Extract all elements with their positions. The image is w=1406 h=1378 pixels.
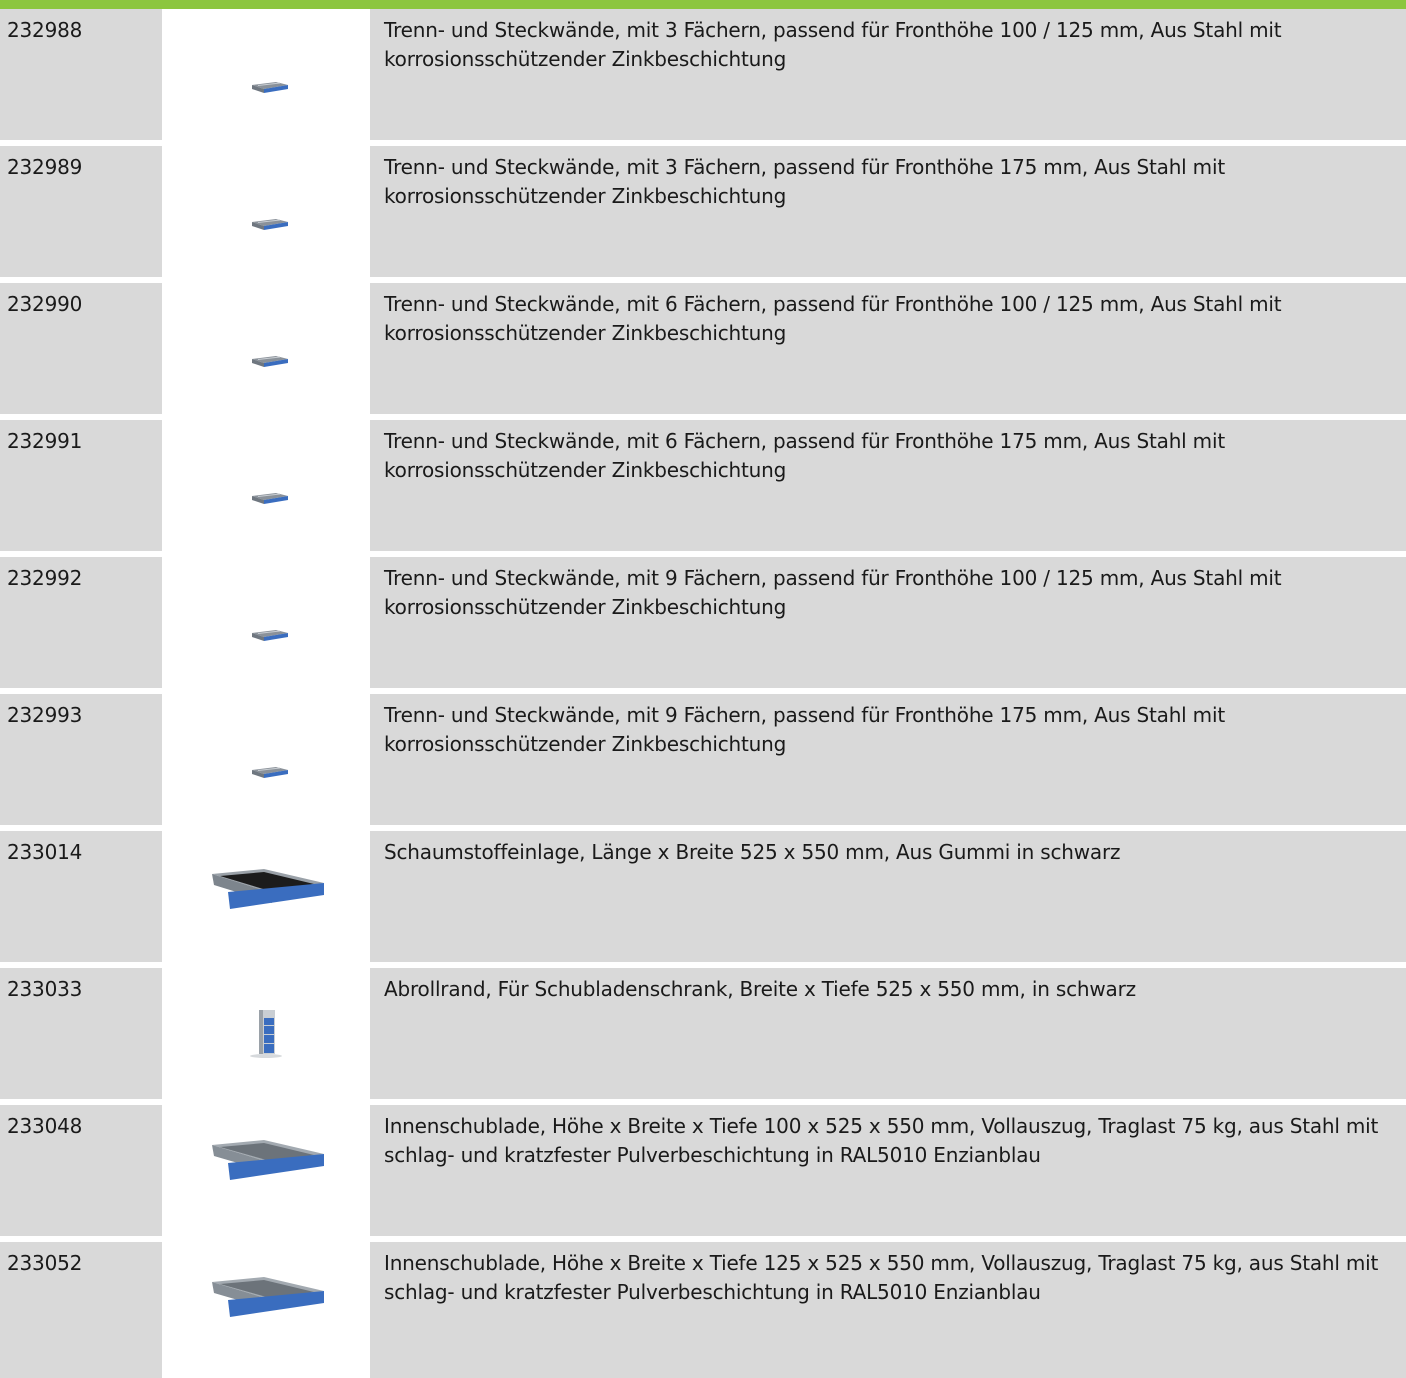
article-number: 232988 [0, 9, 162, 140]
product-description: Trenn- und Steckwände, mit 3 Fächern, passend für Fronthöhe 100 / 125 mm, Aus Stahl mit korrosionsschützender Zinkbeschichtung [370, 9, 1406, 140]
table-row [0, 420, 1406, 551]
product-description: Trenn- und Steckwände, mit 9 Fächern, passend für Fronthöhe 175 mm, Aus Stahl mit korrosionsschützender Zinkbeschichtung [370, 694, 1406, 825]
article-number: 232989 [0, 146, 162, 277]
top-accent-bar [0, 0, 1406, 9]
table-row [0, 968, 1406, 1099]
product-description: Trenn- und Steckwände, mit 3 Fächern, passend für Fronthöhe 175 mm, Aus Stahl mit korrosionsschützender Zinkbeschichtung [370, 146, 1406, 277]
product-description: Abrollrand, Für Schubladenschrank, Breite x Tiefe 525 x 550 mm, in schwarz [370, 968, 1406, 1099]
foam-drawer-icon [168, 831, 369, 962]
drawer-cabinet-icon [168, 968, 369, 1099]
table-row [0, 283, 1406, 414]
table-row [0, 831, 1406, 962]
table-row [0, 694, 1406, 825]
product-table [0, 9, 1406, 1378]
article-number: 233048 [0, 1105, 162, 1236]
product-description: Trenn- und Steckwände, mit 6 Fächern, passend für Fronthöhe 175 mm, Aus Stahl mit korrosionsschützender Zinkbeschichtung [370, 420, 1406, 551]
table-row [0, 1242, 1406, 1378]
small-drawer-divider-icon [168, 146, 369, 277]
inner-drawer-icon [168, 1105, 369, 1236]
product-description: Schaumstoffeinlage, Länge x Breite 525 x 550 mm, Aus Gummi in schwarz [370, 831, 1406, 962]
product-description: Trenn- und Steckwände, mit 9 Fächern, passend für Fronthöhe 100 / 125 mm, Aus Stahl mit korrosionsschützender Zinkbeschichtung [370, 557, 1406, 688]
product-description: Innenschublade, Höhe x Breite x Tiefe 125 x 525 x 550 mm, Vollauszug, Traglast 75 kg, aus Stahl mit schlag- und kratzfester Pulverbeschichtung in RAL5010 Enzianblau [370, 1242, 1406, 1378]
article-number: 232992 [0, 557, 162, 688]
table-row [0, 557, 1406, 688]
inner-drawer-icon [168, 1242, 369, 1378]
small-drawer-divider-icon [168, 557, 369, 688]
product-description: Innenschublade, Höhe x Breite x Tiefe 100 x 525 x 550 mm, Vollauszug, Traglast 75 kg, aus Stahl mit schlag- und kratzfester Pulverbeschichtung in RAL5010 Enzianblau [370, 1105, 1406, 1236]
table-row [0, 1105, 1406, 1236]
article-number: 232991 [0, 420, 162, 551]
table-row [0, 9, 1406, 140]
article-number: 232990 [0, 283, 162, 414]
small-drawer-divider-icon [168, 9, 369, 140]
product-description: Trenn- und Steckwände, mit 6 Fächern, passend für Fronthöhe 100 / 125 mm, Aus Stahl mit korrosionsschützender Zinkbeschichtung [370, 283, 1406, 414]
article-number: 233052 [0, 1242, 162, 1378]
article-number: 233033 [0, 968, 162, 1099]
table-row [0, 146, 1406, 277]
article-number: 233014 [0, 831, 162, 962]
small-drawer-divider-icon [168, 283, 369, 414]
article-number: 232993 [0, 694, 162, 825]
small-drawer-divider-icon [168, 694, 369, 825]
small-drawer-divider-icon [168, 420, 369, 551]
